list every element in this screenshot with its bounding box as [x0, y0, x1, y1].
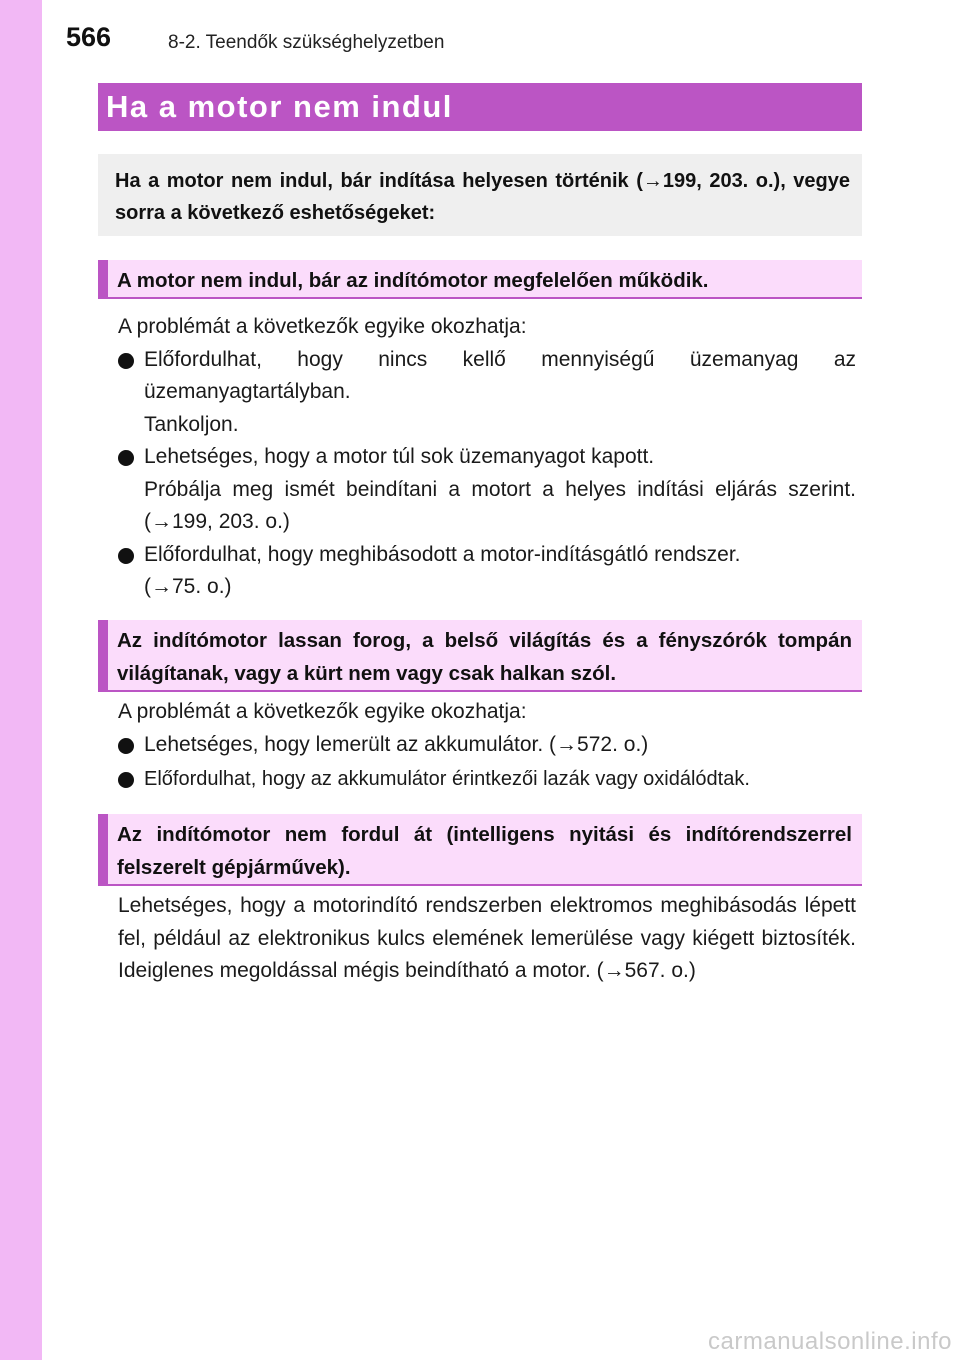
bullet-icon	[118, 353, 134, 369]
list-item	[118, 344, 856, 409]
watermark: carmanualsonline.info	[708, 1328, 952, 1355]
bullet-icon	[118, 738, 134, 754]
page-title: Ha a motor nem indul	[106, 89, 453, 124]
section-paragraph-3: Lehetséges, hogy a motorindító rendszerben elektromos meghibásodás lépett fel, például az elektronikus kulcs elemének lemerülése vagy kiégett biztosíték. Ideiglenes megoldással mégis beindítható a motor. (→567. o.)	[118, 894, 856, 982]
section-lead: A problémát a következők egyike okozhatja:	[118, 315, 527, 338]
bullet-icon	[118, 450, 134, 466]
list-item-text: Előfordulhat, hogy nincs kellő mennyiségű üzemanyag az üzemanyagtartályban.	[144, 347, 856, 403]
section-lead: A problémát a következők egyike okozhatja:	[118, 700, 527, 723]
list-item-followup: (→75. o.)	[144, 575, 232, 598]
bullet-icon	[118, 548, 134, 564]
page-title-bar	[98, 83, 862, 131]
list-item-text: Lehetséges, hogy lemerült az akkumulátor. (→572. o.)	[144, 732, 649, 756]
list-item-text: Lehetséges, hogy a motor túl sok üzemanyagot kapott.	[144, 445, 655, 468]
list-item-text: Előfordulhat, hogy meghibásodott a motor-indításgátló rendszer.	[144, 542, 741, 566]
intro-box: Ha a motor nem indul, bár indítása helyesen történik (→199, 203. o.), vegye sorra a következő eshetőségeket:	[98, 154, 862, 236]
chapter-title: 8-2. Teendők szükséghelyzetben	[168, 32, 445, 53]
page-number: 566	[66, 22, 112, 52]
side-color-strip	[0, 0, 42, 1360]
section-heading-3: Az indítómotor nem fordul át (intelligens nyitási és indítórendszerrel felszerelt gépjárművek).	[98, 814, 862, 886]
section-body-2	[118, 696, 856, 796]
list-item-text: Előfordulhat, hogy az akkumulátor érintkezői lazák vagy oxidálódtak.	[144, 768, 750, 790]
list-item-followup: Tankoljon.	[144, 412, 239, 436]
bullet-icon	[118, 772, 134, 788]
list-item	[118, 763, 856, 796]
section-heading-2: Az indítómotor lassan forog, a belső világítás és a fényszórók tompán világítanak, vagy a kürt nem vagy csak halkan szól.	[98, 620, 862, 692]
section-heading-1: A motor nem indul, bár az indítómotor megfelelően működik.	[98, 260, 862, 299]
list-item	[118, 539, 856, 572]
list-item-followup: Próbálja meg ismét beindítani a motort a helyes indítási eljárás szerint. (→199, 203. o.)	[144, 477, 856, 533]
section-body-1	[118, 311, 856, 604]
list-item	[118, 729, 856, 762]
list-item	[118, 441, 856, 474]
